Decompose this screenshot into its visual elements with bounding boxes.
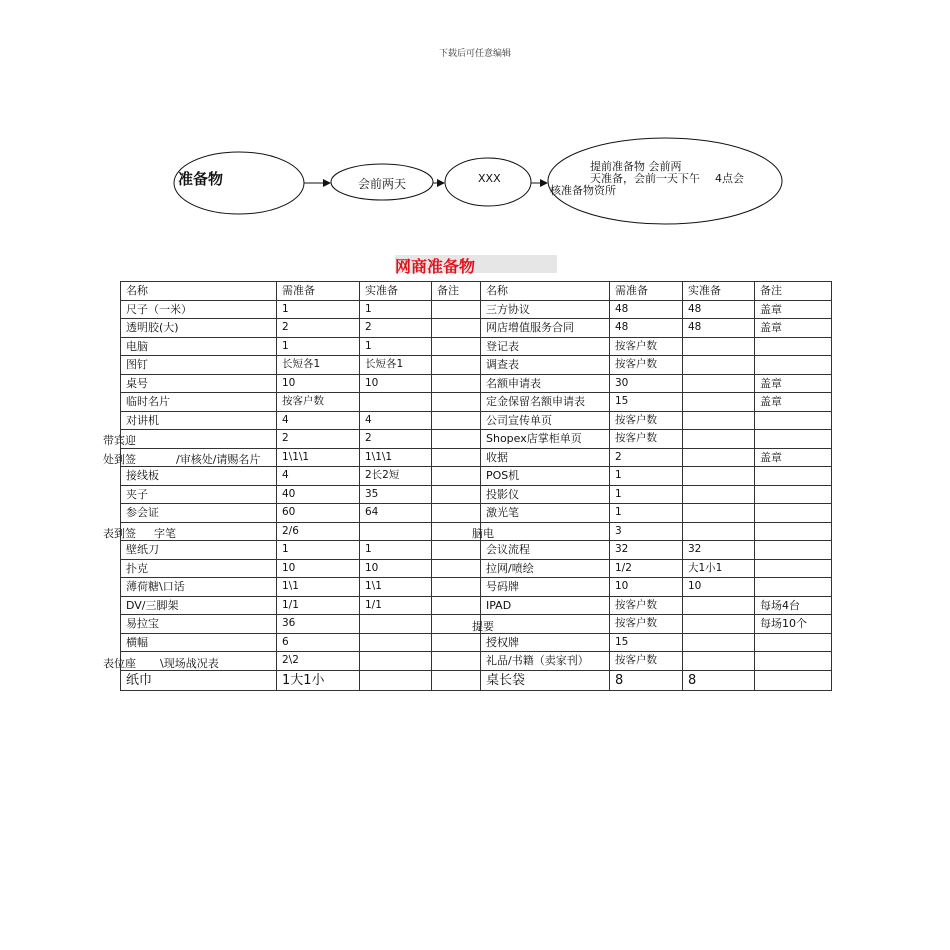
table-cell [683,596,755,615]
table-cell: 按客户数 [610,596,683,615]
table-cell [683,652,755,671]
column-header: 需准备 [610,282,683,301]
table-cell: 三方协议 [481,300,610,319]
table-cell [683,633,755,652]
table-cell: 按客户数 [610,411,683,430]
table-cell [755,578,832,597]
table-cell: 横幅 [121,633,277,652]
table-cell: 长短各1 [277,356,360,375]
table-cell: 按客户数 [610,615,683,634]
table-cell: POS机 [481,467,610,486]
table-cell: 6 [277,633,360,652]
table-row [121,596,832,615]
table-cell [121,430,277,449]
table-cell: 名额申请表 [481,374,610,393]
table-cell: 2\2 [277,652,360,671]
table-cell: 2长2短 [360,467,432,486]
table-cell: 4 [277,411,360,430]
table-cell: 10 [277,374,360,393]
table-cell [432,541,481,560]
table-cell: 按客户数 [610,337,683,356]
table-cell: 8 [683,670,755,690]
table-cell [432,411,481,430]
table-cell: 号码牌 [481,578,610,597]
flow-step-3: XXX [478,172,501,185]
table-cell: 按客户数 [610,652,683,671]
table-cell: 1/1 [277,596,360,615]
outside-label: 表位座 [103,657,136,670]
table-cell: 36 [277,615,360,634]
table-cell: 电脑 [121,337,277,356]
table-cell: 1 [277,300,360,319]
table-cell [432,393,481,412]
table-cell [755,337,832,356]
table-cell: 网店增值服务合同 [481,319,610,338]
column-header: 需准备 [277,282,360,301]
table-cell: 30 [610,374,683,393]
table-cell: 32 [610,541,683,560]
table-cell: 每场10个 [755,615,832,634]
table-cell [683,337,755,356]
table-cell: 10 [610,578,683,597]
table-cell [683,393,755,412]
table-cell: 薄荷糖\口话 [121,578,277,597]
table-row [121,300,832,319]
table-cell: 1 [610,504,683,523]
table-cell [432,670,481,690]
table-cell [683,411,755,430]
table-cell [755,670,832,690]
table-cell [432,448,481,467]
table-cell: 图钉 [121,356,277,375]
table-cell: 大1小1 [683,559,755,578]
outside-label: 提要 [472,620,494,633]
table-cell: 3 [610,522,683,541]
table-cell [755,467,832,486]
table-cell [432,485,481,504]
table-cell [481,615,610,634]
table-cell [683,430,755,449]
table-cell: 2 [277,430,360,449]
table-cell [683,374,755,393]
table-cell [360,652,432,671]
table-row [121,337,832,356]
table-cell: 10 [277,559,360,578]
table-cell: 1 [360,337,432,356]
table-row [121,670,832,690]
table-row [121,485,832,504]
table-cell [360,522,432,541]
table-cell: 参会证 [121,504,277,523]
table-cell [755,485,832,504]
outside-label: 带宾迎 [103,434,136,447]
table-cell: 纸巾 [121,670,277,690]
table-row [121,430,832,449]
header-note: 下载后可任意编辑 [438,49,511,59]
table-cell: 盖章 [755,319,832,338]
table-cell [121,522,277,541]
table-cell: 10 [360,559,432,578]
table-row [121,411,832,430]
table-cell [683,356,755,375]
table-cell [432,374,481,393]
table-cell: 按客户数 [277,393,360,412]
table-cell [432,578,481,597]
table-cell: 盖章 [755,448,832,467]
table-cell: 1 [360,300,432,319]
table-cell: 定金保留名额申请表 [481,393,610,412]
table-cell [432,300,481,319]
column-header: 实准备 [683,282,755,301]
outside-label: 字笔 [154,527,176,540]
table-cell: 1/1 [360,596,432,615]
table-cell: 48 [610,300,683,319]
flow-step-4-line-2: 天准备，会前一天下午 [590,172,700,185]
table-cell: 夹子 [121,485,277,504]
flow-diagram-shapes [0,0,950,240]
table-cell: 会议流程 [481,541,610,560]
table-cell: 盖章 [755,374,832,393]
table-cell: 接线板 [121,467,277,486]
table-cell: 透明胶(大) [121,319,277,338]
table-cell [755,356,832,375]
table-cell: 尺子（一米） [121,300,277,319]
table-cell: 48 [683,300,755,319]
table-cell [360,670,432,690]
table-cell [683,485,755,504]
table-cell: 壁纸刀 [121,541,277,560]
table-cell: 收据 [481,448,610,467]
table-cell: 1大1小 [277,670,360,690]
table-cell: 60 [277,504,360,523]
column-header: 实准备 [360,282,432,301]
table-cell: 1 [610,485,683,504]
table-row [121,652,832,671]
table-row [121,374,832,393]
table-cell: 投影仪 [481,485,610,504]
table-cell [360,615,432,634]
table-cell [755,430,832,449]
table-cell: 2 [610,448,683,467]
column-header: 备注 [755,282,832,301]
table-row [121,504,832,523]
table-cell: 礼品/书籍（卖家刊） [481,652,610,671]
table-cell: 10 [360,374,432,393]
table-cell: 每场4台 [755,596,832,615]
table-cell: 1 [277,541,360,560]
table-cell: 2 [360,319,432,338]
table-cell: 1\1\1 [277,448,360,467]
table-row [121,393,832,412]
table-cell [755,504,832,523]
table-cell: 8 [610,670,683,690]
page-title: 网商准备物 [395,257,476,276]
table-cell [432,467,481,486]
flow-step-4-line-3: 4点会 [715,172,744,185]
table-cell: 64 [360,504,432,523]
table-cell: 40 [277,485,360,504]
table-cell: 1 [610,467,683,486]
table-cell: 扑克 [121,559,277,578]
table-cell: 易拉宝 [121,615,277,634]
table-cell [683,522,755,541]
outside-label: 处到签 [103,453,136,466]
table-cell: 1/2 [610,559,683,578]
table-cell: 15 [610,633,683,652]
table-cell: 2 [277,319,360,338]
table-cell: IPAD [481,596,610,615]
table-cell [432,337,481,356]
table-cell: 32 [683,541,755,560]
table-cell [432,319,481,338]
outside-label: 脑电 [472,527,494,540]
table-cell: 授权牌 [481,633,610,652]
table-cell [755,541,832,560]
table-cell: 10 [683,578,755,597]
table-cell: 1\1 [360,578,432,597]
table-cell: 2 [360,430,432,449]
table-row [121,633,832,652]
table-cell: 对讲机 [121,411,277,430]
column-header: 备注 [432,282,481,301]
flow-step-2: 会前两天 [358,177,407,191]
table-cell: 15 [610,393,683,412]
table-cell: 拉网/喷绘 [481,559,610,578]
outside-label: /审核处/请赐名片 [176,453,261,466]
table-cell [432,356,481,375]
table-cell: 登记表 [481,337,610,356]
table-cell: DV/三脚架 [121,596,277,615]
flow-step-4-line-1: 提前准备物 会前两 [590,160,682,173]
table-cell [755,522,832,541]
outside-label: \现场战况表 [160,657,219,670]
table-cell: 公司宣传单页 [481,411,610,430]
flow-step-4-line-4: 核准备物资所 [550,184,616,197]
table-cell [755,633,832,652]
table-row [121,467,832,486]
table-cell: 按客户数 [610,356,683,375]
table-cell [432,430,481,449]
table-cell: 临时名片 [121,393,277,412]
table-row [121,559,832,578]
table-cell: 激光笔 [481,504,610,523]
table-cell [432,652,481,671]
table-cell [683,615,755,634]
table-cell: 2/6 [277,522,360,541]
table-row [121,356,832,375]
table-cell: 1\1 [277,578,360,597]
table-row [121,319,832,338]
flow-diagram [0,0,950,240]
table-cell [755,411,832,430]
table-header-row [121,282,832,301]
table-cell: 1\1\1 [360,448,432,467]
table-cell [755,652,832,671]
column-header: 名称 [481,282,610,301]
table-cell [432,504,481,523]
table-cell: 盖章 [755,393,832,412]
table-cell: 4 [277,467,360,486]
table-cell [481,522,610,541]
table-cell: 1 [277,337,360,356]
table-cell [432,633,481,652]
table-cell [432,596,481,615]
table-cell: 1 [360,541,432,560]
table-cell: 盖章 [755,300,832,319]
table-cell: 48 [610,319,683,338]
table-cell: 长短各1 [360,356,432,375]
table-cell [683,448,755,467]
table-row [121,541,832,560]
table-cell [360,393,432,412]
table-cell: 35 [360,485,432,504]
table-cell: 桌长袋 [481,670,610,690]
table-cell [683,504,755,523]
table-cell [683,467,755,486]
table-row [121,578,832,597]
table-cell: 桌号 [121,374,277,393]
table-cell: Shopex店掌柜单页 [481,430,610,449]
table-cell [360,633,432,652]
flow-step-1: 准备物 [178,170,224,188]
table-cell: 调查表 [481,356,610,375]
column-header: 名称 [121,282,277,301]
outside-label: 表到签 [103,527,136,540]
table-cell: 4 [360,411,432,430]
table-cell: 按客户数 [610,430,683,449]
table-cell [755,559,832,578]
table-cell: 48 [683,319,755,338]
table-cell [432,559,481,578]
